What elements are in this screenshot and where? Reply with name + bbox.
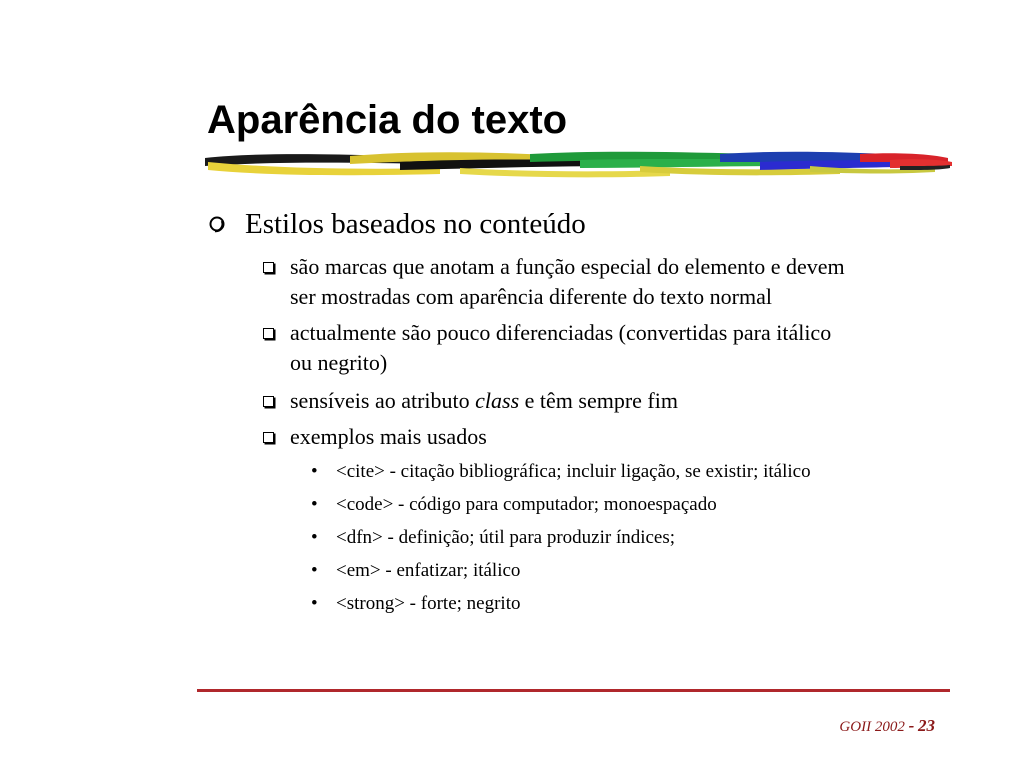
- level2-item-3-italic: class: [475, 388, 520, 413]
- page-number: 23: [918, 716, 935, 735]
- level2-item-4: exemplos mais usados: [290, 424, 487, 449]
- footer-label: GOII 2002: [839, 719, 905, 735]
- level1-item: Estilos baseados no conteúdo: [245, 208, 586, 240]
- level2-item-3: [290, 386, 678, 416]
- level3-item-1: <cite> - citação bibliográfica; incluir ligação, se existir; itálico: [336, 461, 811, 482]
- level2-item-1-line-1: são marcas que anotam a função especial do elemento e devem: [290, 254, 845, 279]
- level2-item-3-after: e têm sempre fim: [519, 388, 678, 413]
- square-bullet-icon: [263, 328, 274, 339]
- level2-item-2-line-2: ou negrito): [290, 350, 388, 375]
- square-bullet-icon: [263, 432, 274, 443]
- hollow-circle-bullet-icon: [208, 215, 228, 235]
- dot-bullet-icon: •: [311, 527, 318, 548]
- square-bullet-icon: [263, 262, 274, 273]
- square-bullet-icon: [263, 396, 274, 407]
- dot-bullet-icon: •: [311, 560, 318, 581]
- footer-separator: -: [908, 716, 915, 735]
- level3-item-5: <strong> - forte; negrito: [336, 593, 521, 614]
- dot-bullet-icon: •: [311, 461, 318, 482]
- level3-item-3: <dfn> - definição; útil para produzir índices;: [336, 527, 676, 548]
- footer-divider: [197, 689, 950, 692]
- level2-item-3-before: sensíveis ao atributo: [290, 388, 476, 413]
- level2-item-1-line-2: ser mostradas com aparência diferente do texto normal: [290, 284, 772, 309]
- dot-bullet-icon: •: [311, 494, 318, 515]
- footer: [839, 716, 935, 736]
- dot-bullet-icon: •: [311, 593, 318, 614]
- level3-item-2: <code> - código para computador; monoespaçado: [336, 494, 717, 515]
- level2-item-2-line-1: actualmente são pouco diferenciadas (convertidas para itálico: [290, 320, 832, 345]
- level3-item-4: <em> - enfatizar; itálico: [336, 560, 521, 581]
- slide-title: Aparência do texto: [207, 98, 568, 142]
